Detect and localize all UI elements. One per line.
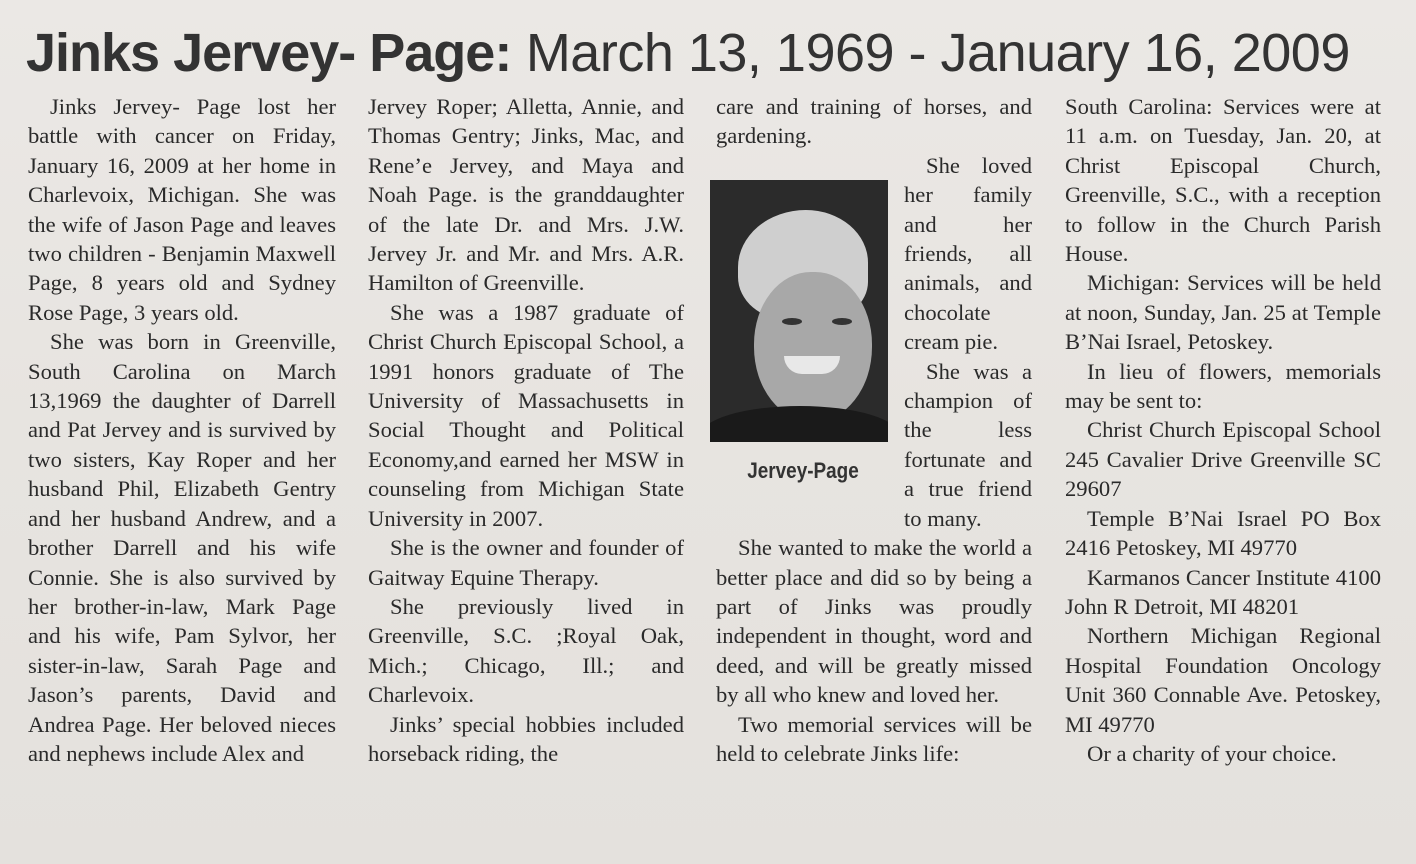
paragraph: Or a charity of your choice. bbox=[1087, 740, 1337, 766]
obituary-headline bbox=[26, 18, 1396, 88]
paragraph: South Carolina: Services were at 11 a.m. on Tuesday, Jan. 20, at Christ Episcopal Church, Greenville, S.C., with a reception to follow in the Church Parish House. bbox=[1065, 94, 1381, 267]
paragraph: She loved her family and her friends, all animals, and chocolate cream pie. bbox=[904, 152, 1032, 355]
paragraph: Jinks’ special hobbies included horseback riding, the bbox=[368, 711, 684, 766]
portrait-photo-block bbox=[710, 180, 896, 510]
column-1 bbox=[28, 92, 336, 768]
paragraph: She is the owner and founder of Gaitway Equine Therapy. bbox=[368, 535, 684, 590]
paragraph: Northern Michigan Regional Hospital Foundation Oncology Unit 360 Connable Ave. Petoskey, MI 49770 bbox=[1065, 623, 1381, 737]
paragraph: care and training of horses, and gardening. bbox=[716, 94, 1032, 149]
headline-name: Jinks Jervey- Page: bbox=[26, 23, 512, 83]
paragraph: Jervey Roper; Alletta, Annie, and Thomas Gentry; Jinks, Mac, and Rene’e Jervey, and Maya and Noah Page. is the granddaughter of the late Dr. and Mrs. J.W. Jervey Jr. and Mr. and Mrs. A.R. Hamilton of Greenville. bbox=[368, 94, 684, 296]
paragraph: Two memorial services will be held to celebrate Jinks life: bbox=[716, 711, 1032, 766]
headline-dates: March 13, 1969 - January 16, 2009 bbox=[511, 23, 1350, 83]
paragraph: She previously lived in Greenville, S.C. ;Royal Oak, Mich.; Chicago, Ill.; and Charlevoix. bbox=[368, 593, 684, 708]
paragraph: In lieu of flowers, memorials may be sent to: bbox=[1065, 358, 1381, 414]
column-3 bbox=[716, 92, 1032, 768]
column-2 bbox=[368, 92, 684, 768]
paragraph: Karmanos Cancer Institute 4100 John R Detroit, MI 48201 bbox=[1065, 564, 1381, 619]
paragraph: Christ Church Episcopal School 245 Cavalier Drive Greenville SC 29607 bbox=[1065, 417, 1381, 502]
paragraph: She was a champion of the less fortunate and a true friend to many. bbox=[904, 358, 1032, 531]
paragraph: Michigan: Services will be held at noon, Sunday, Jan. 25 at Temple B’Nai Israel, Petoskey. bbox=[1065, 270, 1381, 355]
paragraph: She was a 1987 graduate of Christ Church Episcopal School, a 1991 honors graduate of The University of Massachusetts in Social Thought and Political Economy,and earned her MSW in counseling from Michigan State University in 2007. bbox=[368, 299, 684, 531]
paragraph: Temple B’Nai Israel PO Box 2416 Petoskey, MI 49770 bbox=[1065, 505, 1381, 561]
paragraph: Jinks Jervey- Page lost her battle with cancer on Friday, January 16, 2009 at her home in Charlevoix, Michigan. She was the wife of Jason Page and leaves two children - Benjamin Maxwell Page, 8 years old and Sydney Rose Page, 3 years old. bbox=[28, 94, 336, 325]
paragraph: She wanted to make the world a better place and did so by being a part of Jinks was proudly independent in thought, word and deed, and will be greatly missed by all who knew and loved her. bbox=[716, 535, 1032, 708]
portrait-photo bbox=[710, 180, 888, 442]
column-4 bbox=[1065, 92, 1381, 768]
paragraph: She was born in Greenville, South Carolina on March 13,1969 the daughter of Darrell and Pat Jervey and is survived by two sisters, Kay Roper and her husband Phil, Elizabeth Gentry and her husband Andrew, and a brother Darrell and his wife Connie. She is also survived by her brother-in-law, Mark Page and his wife, Pam Sylvor, her sister-in-law, Sarah Page and Jason’s parents, David and Andrea Page. Her beloved nieces and nephews include Alex and bbox=[28, 329, 336, 766]
photo-caption: Jervey-Page bbox=[747, 457, 859, 483]
